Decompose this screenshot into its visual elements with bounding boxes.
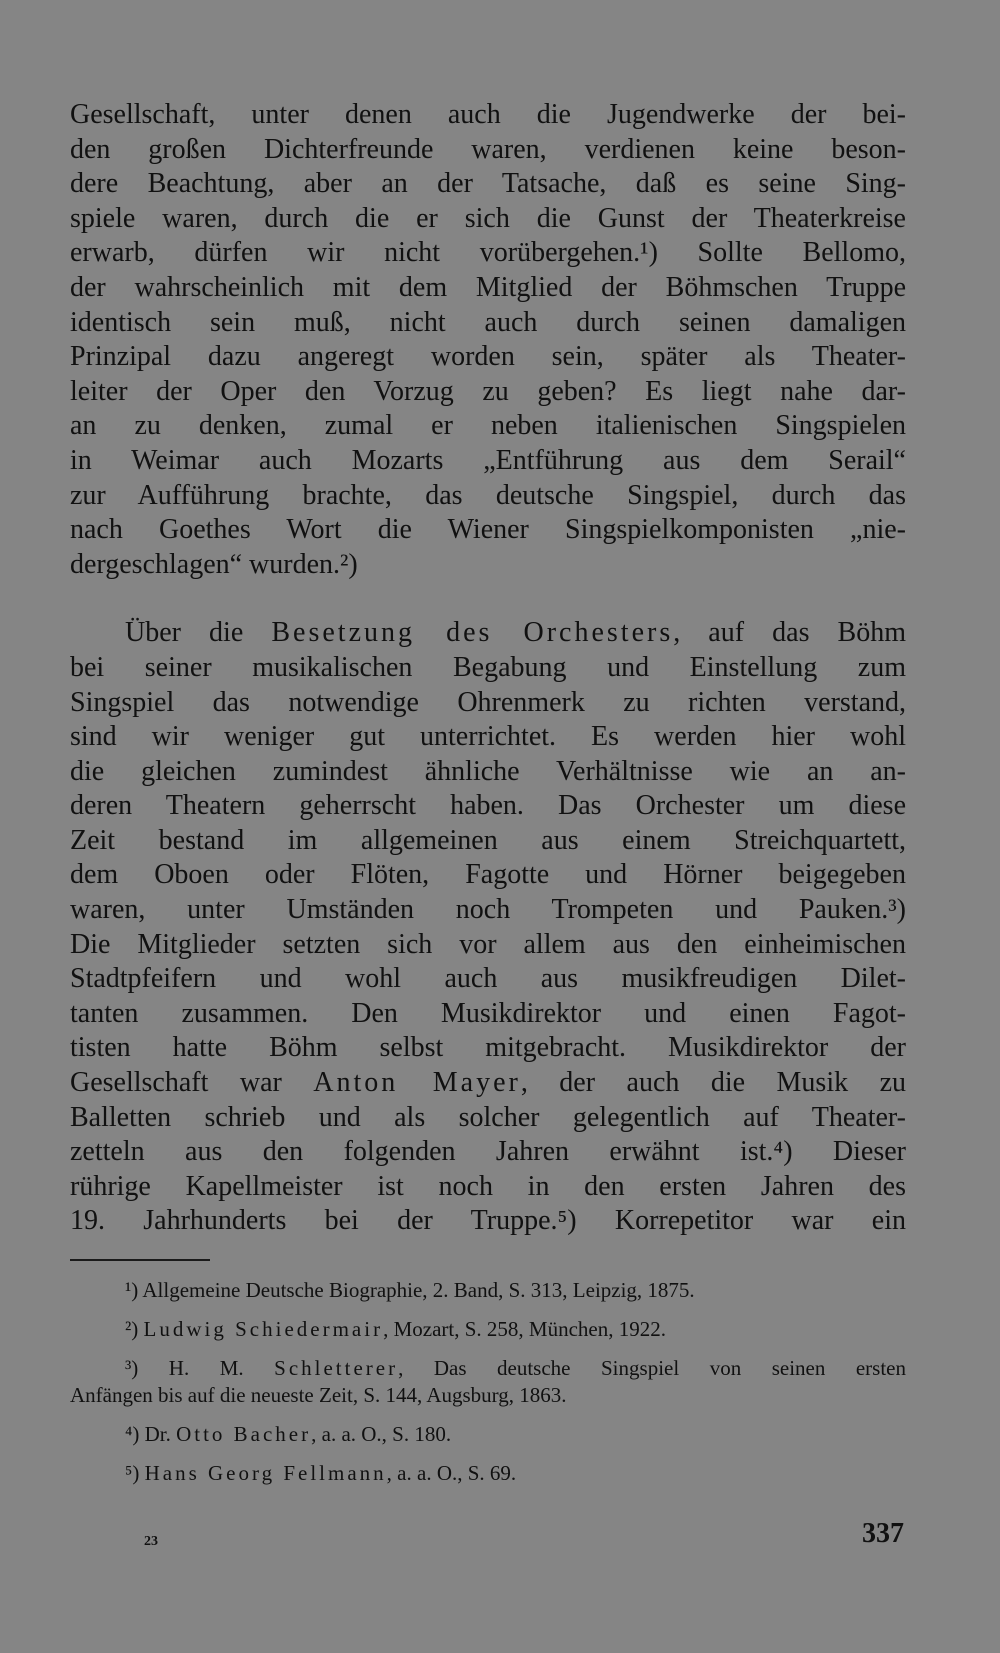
text-run: Über die: [125, 617, 272, 649]
paragraph-opening-line: [70, 616, 906, 651]
text-line: Die Mitglieder setzten sich vor allem aus den einheimischen: [70, 928, 906, 960]
spaced-author: Otto Bacher: [176, 1422, 312, 1446]
text-line: der wahrscheinlich mit dem Mitglied der Böhmschen Truppe: [70, 271, 906, 303]
main-text: [70, 98, 906, 1239]
footnote-text: , Mozart, S. 258, München, 1922.: [383, 1317, 666, 1341]
footnote-1: ¹) Allgemeine Deutsche Biographie, 2. Band, S. 313, Leipzig, 1875.: [125, 1278, 695, 1302]
footnote-gap: [70, 1304, 906, 1316]
text-line: den großen Dichterfreunde waren, verdienen keine beson-: [70, 133, 906, 165]
spaced-emphasis: Anton Mayer: [313, 1067, 521, 1099]
footnote-text: , a. a. O., S. 180.: [311, 1422, 452, 1446]
footnote-marker: ²): [125, 1317, 144, 1341]
text-line: dere Beachtung, aber an der Tatsache, daß es seine Sing-: [70, 168, 906, 200]
footnote-text: , Das deutsche Singspiel von seinen ersten: [398, 1356, 906, 1380]
text-line: die gleichen zumindest ähnliche Verhältnisse wie an an-: [70, 755, 906, 787]
text-run: , der auch die Musik zu: [520, 1067, 906, 1099]
paragraph-gap: [70, 582, 906, 616]
text-line: Zeit bestand im allgemeinen aus einem Streichquartett,: [70, 824, 906, 856]
text-line: zur Aufführung brachte, das deutsche Singspiel, durch das: [70, 479, 906, 511]
text-line: bei seiner musikalischen Begabung und Einstellung zum: [70, 651, 906, 683]
text-line: tisten hatte Böhm selbst mitgebracht. Musikdirektor der: [70, 1032, 906, 1064]
signature-mark: 23: [144, 1534, 158, 1549]
text-line: rührige Kapellmeister ist noch in den ersten Jahren des: [70, 1170, 906, 1202]
text-line: spiele waren, durch die er sich die Gunst der Theaterkreise: [70, 202, 906, 234]
footnote-3-continuation: Anfängen bis auf die neueste Zeit, S. 144, Augsburg, 1863.: [70, 1383, 567, 1407]
text-line: an zu denken, zumal er neben italienischen Singspielen: [70, 410, 906, 442]
text-line: Singspiel das notwendige Ohrenmerk zu richten verstand,: [70, 686, 906, 718]
footnote-2: [70, 1316, 906, 1343]
footnote-5: [70, 1460, 906, 1487]
footnote-gap: [70, 1409, 906, 1421]
text-line: Prinzipal dazu angeregt worden sein, später als Theater-: [70, 341, 906, 373]
spaced-author: Hans Georg Fellmann: [144, 1461, 387, 1485]
footnote-gap: [70, 1343, 906, 1355]
footnote-divider: [70, 1259, 210, 1261]
text-line: erwarb, dürfen wir nicht vorübergehen.¹) Sollte Bellomo,: [70, 237, 906, 269]
text-line: nach Goethes Wort die Wiener Singspielkomponisten „nie-: [70, 514, 906, 546]
footnote-text: , a. a. O., S. 69.: [386, 1461, 517, 1485]
text-line: sind wir weniger gut unterrichtet. Es werden hier wohl: [70, 721, 906, 753]
footnotes: [70, 1277, 906, 1487]
text-line: [70, 1066, 906, 1101]
text-line: 19. Jahrhunderts bei der Truppe.⁵) Korrepetitor war ein: [70, 1205, 906, 1237]
footnote-marker: ⁴) Dr.: [125, 1422, 177, 1446]
text-run: , auf das Böhm: [673, 617, 907, 649]
footnote-marker: ⁵): [125, 1461, 145, 1485]
spaced-emphasis: Besetzung des Orchesters: [271, 617, 674, 649]
text-line: Gesellschaft, unter denen auch die Jugendwerke der bei-: [70, 99, 906, 130]
footnote-marker: ³) H. M.: [125, 1356, 275, 1380]
footnote-3: [70, 1355, 906, 1382]
text-run: Gesellschaft war: [70, 1067, 314, 1099]
text-line: Stadtpfeifern und wohl auch aus musikfreudigen Dilet-: [70, 963, 906, 995]
text-line: dergeschlagen“ wurden.²): [70, 548, 358, 580]
text-line: leiter der Oper den Vorzug zu geben? Es liegt nahe dar-: [70, 375, 906, 407]
text-line: dem Oboen oder Flöten, Fagotte und Hörner beigegeben: [70, 859, 906, 891]
text-line: Balletten schrieb und als solcher gelegentlich auf Theater-: [70, 1101, 906, 1133]
text-line: tanten zusammen. Den Musikdirektor und einen Fagot-: [70, 997, 906, 1029]
text-line: identisch sein muß, nicht auch durch seinen damaligen: [70, 306, 906, 338]
text-line: in Weimar auch Mozarts „Entführung aus dem Serail“: [70, 444, 906, 476]
footnote-4: [70, 1421, 906, 1448]
spaced-author: Ludwig Schiedermair: [143, 1317, 384, 1341]
spaced-author: Schletterer: [274, 1356, 399, 1380]
footnote-gap: [70, 1448, 906, 1460]
text-line: waren, unter Umständen noch Trompeten und Pauken.³): [70, 894, 906, 926]
text-line: deren Theatern geherrscht haben. Das Orchester um diese: [70, 790, 906, 822]
text-line: zetteln aus den folgenden Jahren erwähnt ist.⁴) Dieser: [70, 1136, 906, 1168]
page-number: 337: [862, 1518, 904, 1549]
